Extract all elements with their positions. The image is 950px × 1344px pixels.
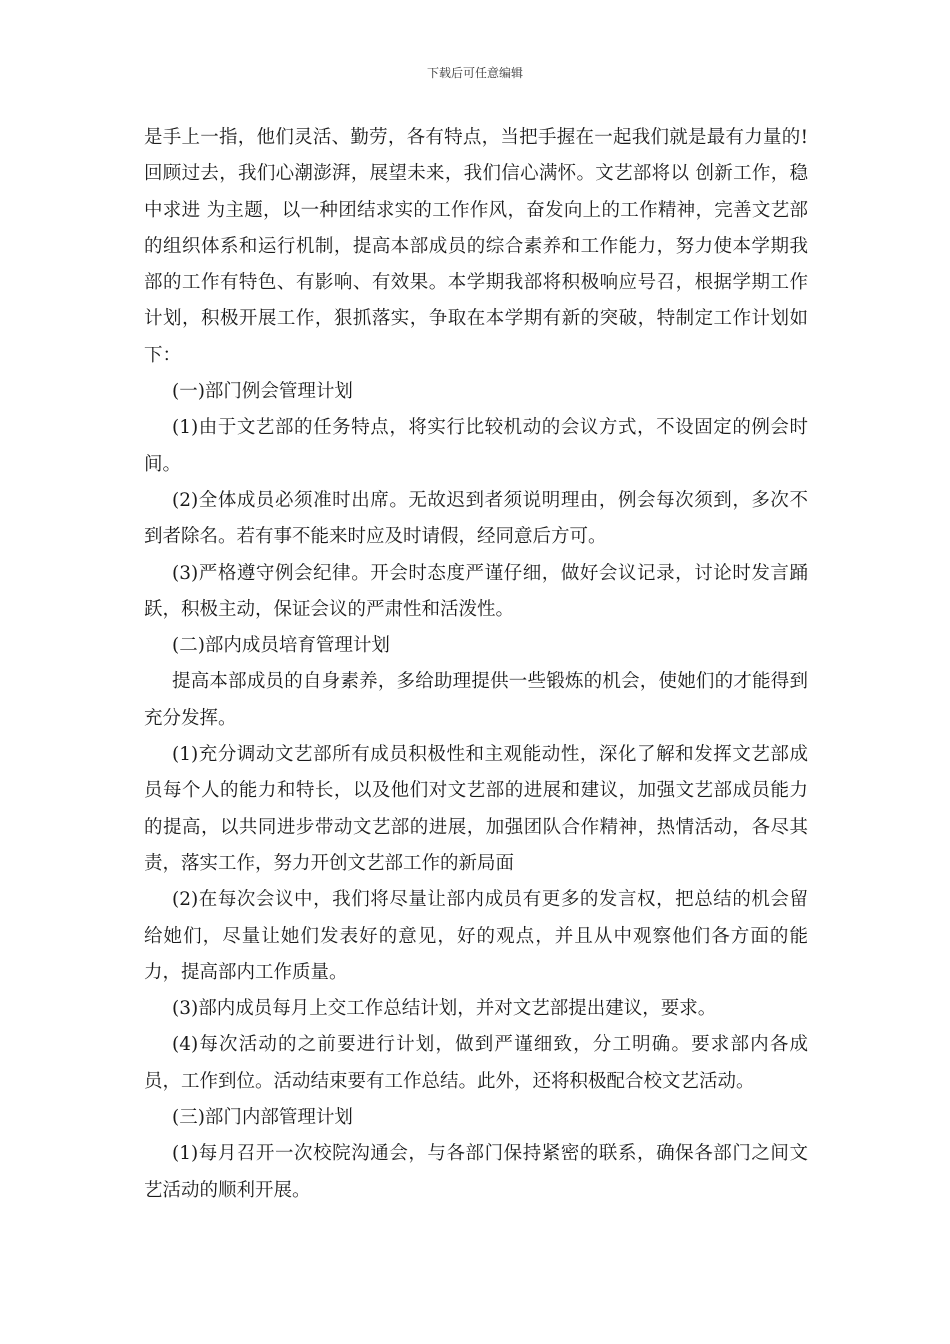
section-heading-1: (一)部门例会管理计划 (172, 381, 353, 403)
paragraph-intro: 是手上一指，他们灵活、勤劳，各有特点，当把手握在一起我们就是最有力量的!回顾过去，我们心潮澎湃，展望未来，我们信心满怀。文艺部将以 创新工作，稳中求进 为主题，以一种团结求实的工作作风，奋发向上的工作精神，完善文艺部的组织体系和运行机制，提高本部成员的综合素养和工作能力，努力使本学期我部的工作有特色、有影响、有效果。本学期我部将积极响应号召，根据学期工作计划，积极开展工作，狠抓落实，争取在本学期有新的突破，特制定工作计划如下： (144, 127, 808, 366)
section-heading-3: (三)部门内部管理计划 (172, 1107, 353, 1129)
list-item-2-1: (1)充分调动文艺部所有成员积极性和主观能动性，深化了解和发挥文艺部成员每个人的能力和特长，以及他们对文艺部的进展和建议，加强文艺部成员能力的提高，以共同进步带动文艺部的进展，加强团队合作精神，热情活动，各尽其责，落实工作，努力开创文艺部工作的新局面 (144, 744, 808, 874)
paragraph-section-2-intro: 提高本部成员的自身素养，多给助理提供一些锻炼的机会，使她们的才能得到充分发挥。 (144, 671, 808, 729)
list-item-1-3: (3)严格遵守例会纪律。开会时态度严谨仔细，做好会议记录，讨论时发言踊跃，积极主动，保证会议的严肃性和活泼性。 (144, 562, 808, 620)
list-item-2-2: (2)在每次会议中，我们将尽量让部内成员有更多的发言权，把总结的机会留给她们，尽量让她们发表好的意见，好的观点，并且从中观察他们各方面的能力，提高部内工作质量。 (144, 889, 808, 983)
list-item-2-4: (4)每次活动的之前要进行计划，做到严谨细致，分工明确。要求部内各成员，工作到位。活动结束要有工作总结。此外，还将积极配合校文艺活动。 (144, 1034, 808, 1092)
page-header: 下载后可任意编辑 (426, 66, 523, 80)
document-body (144, 120, 808, 1209)
section-heading-2: (二)部内成员培育管理计划 (172, 635, 390, 657)
list-item-3-1: (1)每月召开一次校院沟通会，与各部门保持紧密的联系，确保各部门之间文艺活动的顺利开展。 (144, 1143, 808, 1201)
list-item-1-1: (1)由于文艺部的任务特点，将实行比较机动的会议方式，不设固定的例会时间。 (144, 417, 808, 475)
list-item-1-2: (2)全体成员必须准时出席。无故迟到者须说明理由，例会每次须到，多次不到者除名。若有事不能来时应及时请假，经同意后方可。 (144, 489, 808, 548)
list-item-2-3: (3)部内成员每月上交工作总结计划，并对文艺部提出建议，要求。 (172, 998, 717, 1020)
